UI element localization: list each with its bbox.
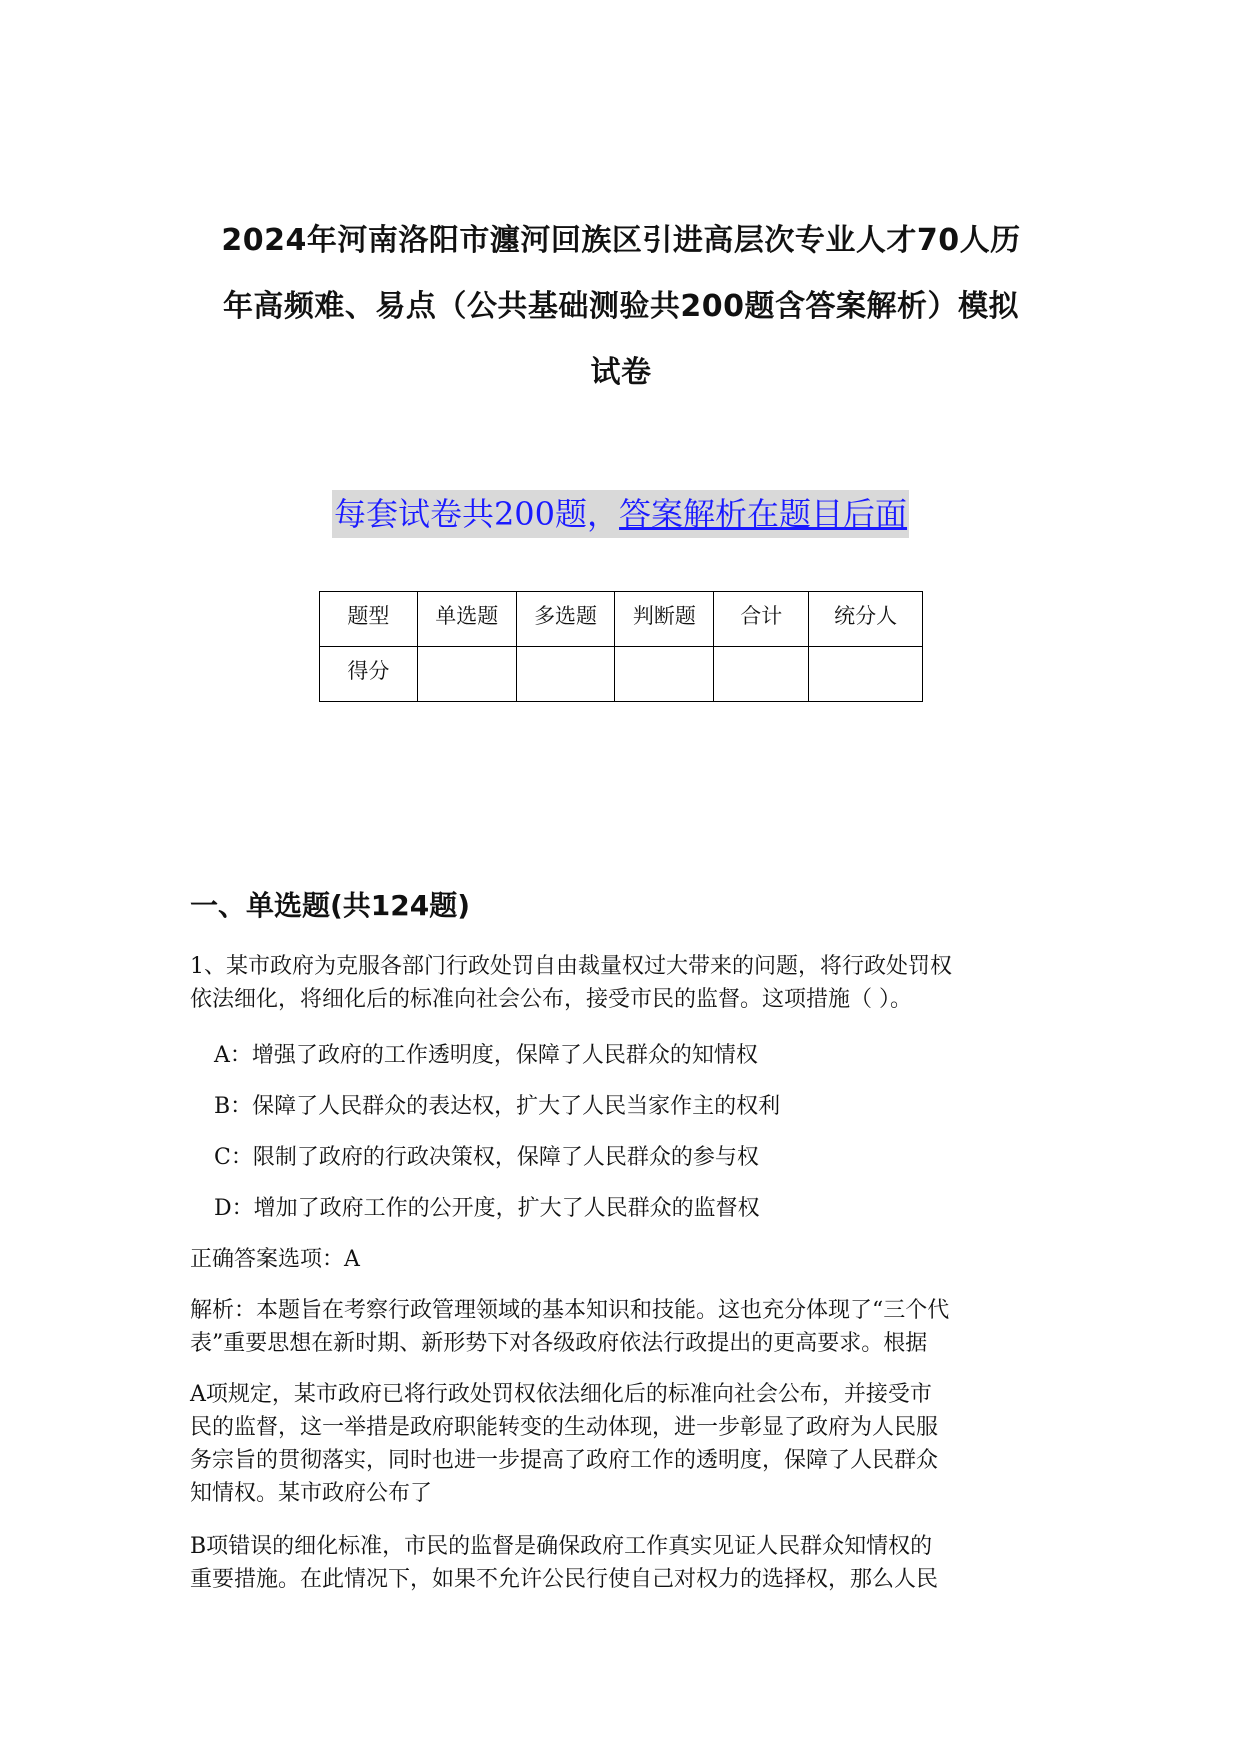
answer-location-link[interactable]: 答案解析在题目后面 [619,495,908,533]
score-header-cell: 题型 [320,592,418,647]
document-title [188,208,1054,406]
score-cell-multiple [516,647,615,702]
paragraph-a-line: A项规定，某市政府已将行政处罚权依法细化后的标准向社会公布，并接受市 [190,1382,932,1407]
score-row-label: 得分 [320,647,418,702]
stem-line: 1、某市政府为克服各部门行政处罚自由裁量权过大带来的问题，将行政处罚权 [190,954,952,979]
paragraph-a-line: 务宗旨的贯彻落实，同时也进一步提高了政府工作的透明度，保障了人民群众 [190,1448,939,1473]
section-heading-single-choice: 一、单选题(共124题) [190,889,471,922]
option-d: D：增加了政府工作的公开度，扩大了人民群众的监督权 [214,1196,760,1221]
score-cell-judgement [615,647,714,702]
correct-answer: 正确答案选项：A [190,1247,360,1272]
analysis-paragraph-a [190,1378,1060,1510]
notice-highlight [332,490,909,538]
paragraph-b-line: B项错误的细化标准，市民的监督是确保政府工作真实见证人民群众知情权的 [190,1534,933,1559]
analysis-line: 解析：本题旨在考察行政管理领域的基本知识和技能。这也充分体现了“三个代 [190,1298,950,1323]
score-table-score-row [320,647,923,702]
analysis-line: 表”重要思想在新时期、新形势下对各级政府依法行政提出的更高要求。根据 [190,1331,928,1356]
paragraph-a-line: 民的监督，这一举措是政府职能转变的生动体现，进一步彰显了政府为人民服 [190,1415,939,1440]
option-b: B：保障了人民群众的表达权，扩大了人民当家作主的权利 [214,1094,781,1119]
score-header-cell: 合计 [714,592,809,647]
notice-text: 每套试卷共200题， [333,495,620,533]
score-header-cell: 判断题 [615,592,714,647]
option-c: C：限制了政府的行政决策权，保障了人民群众的参与权 [214,1145,759,1170]
question-1-stem [190,950,1060,1016]
title-line-2: 年高频难、易点（公共基础测验共200题含答案解析）模拟 [222,289,1020,324]
score-header-cell: 多选题 [516,592,615,647]
score-table-header-row [320,592,923,647]
score-cell-grader [809,647,923,702]
title-line-1: 2024年河南洛阳市瀍河回族区引进高层次专业人才70人历 [221,223,1021,258]
paragraph-b-line: 重要措施。在此情况下，如果不允许公民行使自己对权力的选择权，那么人民 [190,1567,939,1592]
paragraph-a-line: 知情权。某市政府公布了 [190,1481,433,1506]
score-header-cell: 统分人 [809,592,923,647]
score-cell-total [714,647,809,702]
score-header-cell: 单选题 [417,592,516,647]
score-cell-single [417,647,516,702]
analysis-paragraph [190,1294,1060,1360]
notice-banner [0,490,1241,538]
score-table [319,591,923,702]
title-line-3: 试卷 [590,355,652,390]
stem-line: 依法细化，将细化后的标准向社会公布，接受市民的监督。这项措施（ ）。 [190,987,912,1012]
analysis-paragraph-b [190,1530,1060,1596]
option-a: A：增强了政府的工作透明度，保障了人民群众的知情权 [214,1043,758,1068]
